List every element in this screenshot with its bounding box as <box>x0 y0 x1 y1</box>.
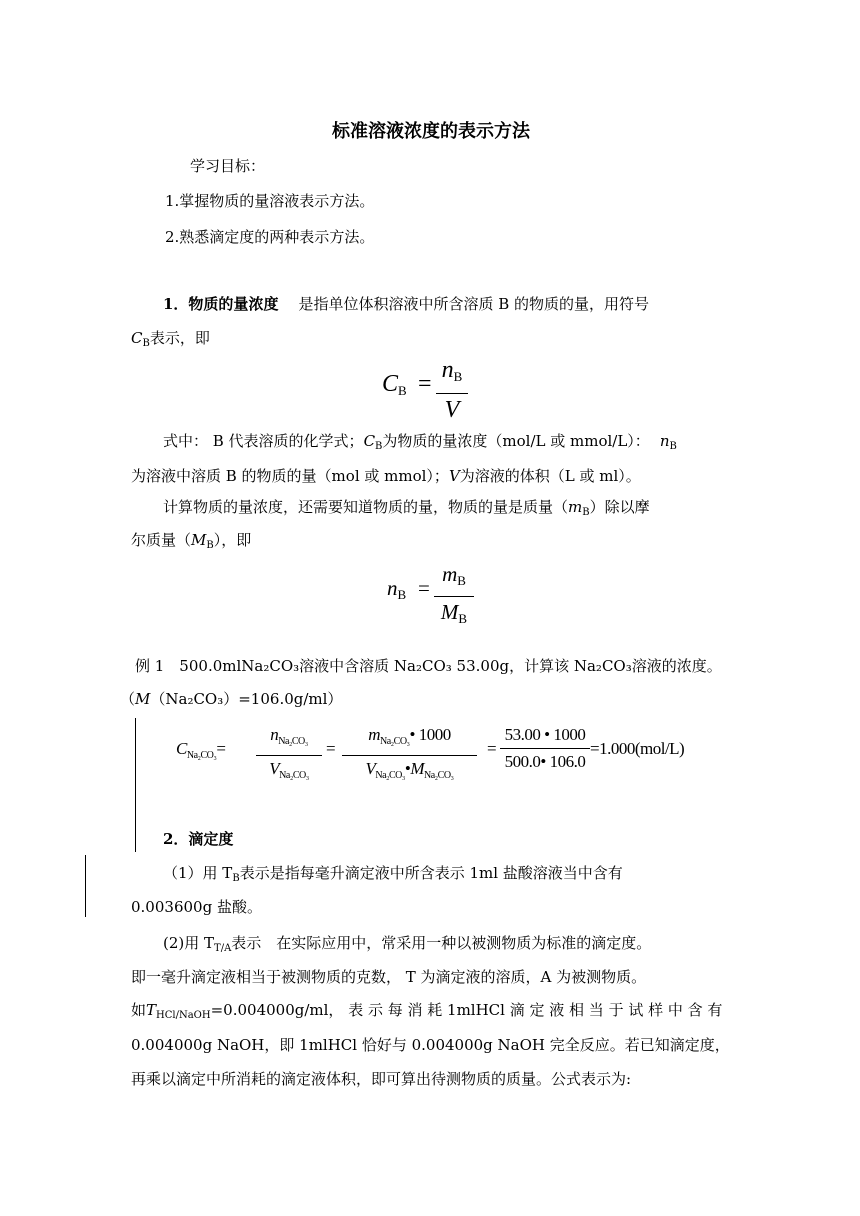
section1-explain-line2: 为溶液中溶质 B 的物质的量（mol 或 mmol）；V为溶液的体积（L 或 ml）。 <box>131 467 641 485</box>
example-eq-result: =1.000(mol/L) <box>590 739 685 758</box>
formula2-equals: = <box>418 576 430 600</box>
section1-calc-line1: 计算物质的量浓度，还需要知道物质的量，物质的量是质量$(m_B)$除以摩 <box>163 498 650 518</box>
section2-p2-line4: 0.004000g NaOH，即 1mlHCl 恰好与 0.004000g NaOH 完全反应。若已知滴定度， <box>131 1036 730 1054</box>
example-eq-fraction1: $n_{Na_2CO_3}$ $V_{Na_2CO_3}$ <box>256 724 322 787</box>
formula2-lhs: $n_B$ <box>387 576 407 602</box>
example-eq-lhs: $C_{Na_2CO_3}=$ <box>176 739 226 761</box>
section1-calc-line2: 尔质量$(M_B)$，即 <box>131 531 252 551</box>
section2-p2-line2: 即一毫升滴定液相当于被测物质的克数， T 为滴定液的溶质，A 为被测物质。 <box>131 968 647 986</box>
goal-item-2: 2.熟悉滴定度的两种表示方法。 <box>165 228 375 246</box>
margin-bar <box>135 718 136 852</box>
section1-paragraph <box>163 293 649 314</box>
section1-intro-b: 表示，即 <box>149 329 210 347</box>
page-title: 标准溶液浓度的表示方法 <box>332 121 530 142</box>
formula2-fraction: $m_B$ $M_B$ <box>434 561 474 632</box>
margin-bar <box>85 855 86 917</box>
example-eq-fraction2: $m_{Na_2CO_3}•$ 1000 $V_{Na_2CO_3}•M_{Na_2CO_3}$ <box>342 724 477 787</box>
formula1-equals: = <box>418 371 432 397</box>
formula1-fraction: $n_B$ V <box>436 356 468 424</box>
section1-intro-line2 <box>131 327 210 349</box>
section2-heading: 2．滴定度 <box>163 830 234 848</box>
subscript-B: B <box>142 338 150 349</box>
goals-heading: 学习目标： <box>190 157 266 175</box>
example-eq-equals3: = <box>487 739 497 758</box>
section2-p1-line2: 0.003600g 盐酸。 <box>131 898 262 916</box>
section2-p1-line1: （1）用 $T_B$表示是指每毫升滴定液中所含表示 1ml 盐酸溶液当中含有 <box>163 864 623 884</box>
section1-intro-a: 是指单位体积溶液中所含溶质 B 的物质的量，用符号 <box>298 295 650 313</box>
example-line2: （M（Na₂CO₃）=106.0g/ml） <box>120 690 343 708</box>
formula1-lhs: $C_B$ <box>382 371 407 398</box>
example-line1: 例 1 500.0mlNa₂CO₃溶液中含溶质 Na₂CO₃ 53.00g，计算该 Na₂CO₃溶液的浓度。 <box>135 657 722 675</box>
example-eq-equals2: = <box>326 739 336 758</box>
section2-p2-line3: 如$T_{HCl/NaOH}=0.004000g/ml$， 表 示 每 消 耗 1mlHCl 滴 定 液 相 当 于 试 样 中 含 有 <box>131 1001 723 1021</box>
symbol-C: C <box>131 329 143 347</box>
section1-heading: 1．物质的量浓度 <box>163 295 279 313</box>
goal-item-1: 1.掌握物质的量溶液表示方法。 <box>165 192 375 210</box>
section2-p2-line1: (2)用 $T_{T/A}$表示 在实际应用中，常采用一种以被测物质为标准的滴定度。 <box>163 934 652 954</box>
example-eq-fraction3: 53.00 • 1000 500.0• 106.0 <box>500 724 590 773</box>
section1-explain-line1: 式中： B 代表溶质的化学式；$C_B$为物质的量浓度（mol/L 或 mmol/L）： $n_B$ <box>163 432 677 452</box>
section2-p2-line5: 再乘以滴定中所消耗的滴定液体积，即可算出待测物质的质量。公式表示为: <box>131 1070 632 1088</box>
